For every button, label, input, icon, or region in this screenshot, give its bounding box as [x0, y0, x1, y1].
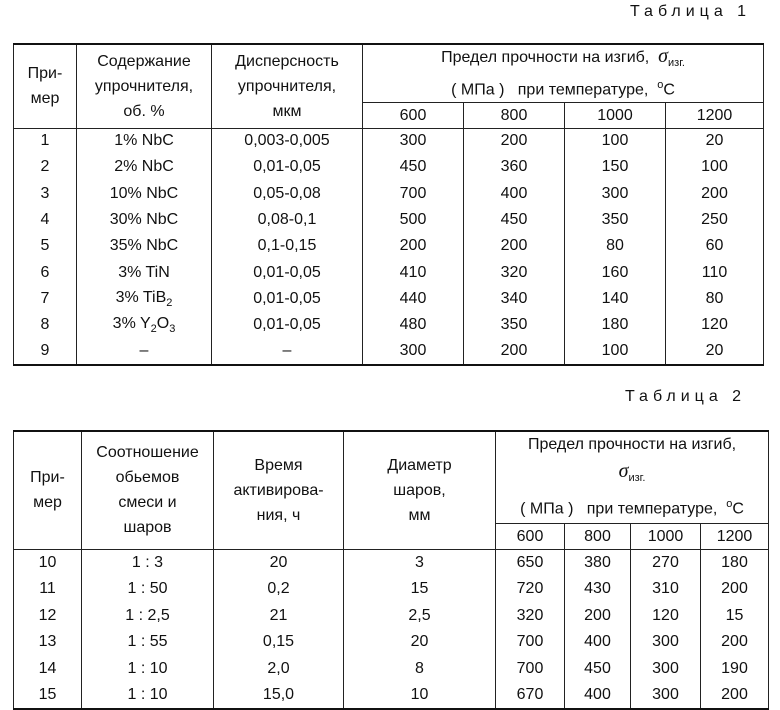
header-temp-1000: 1000 [565, 102, 666, 128]
cell-t600: 410 [363, 260, 464, 286]
cell-t1200: 20 [666, 128, 764, 154]
cell-t600: 670 [496, 682, 565, 709]
table-row [14, 655, 769, 682]
cell-t1200: 200 [666, 181, 764, 207]
cell-dispersity: 0,003-0,005 [212, 128, 363, 154]
cell-t1000: 270 [631, 549, 701, 576]
cell-time: 20 [214, 549, 344, 576]
table-row [14, 576, 769, 603]
cell-example: 13 [14, 629, 82, 656]
cell-t1200: 120 [666, 312, 764, 338]
cell-example: 4 [14, 207, 77, 233]
cell-t1200: 200 [701, 682, 769, 709]
cell-time: 0,2 [214, 576, 344, 603]
cell-t800: 400 [565, 629, 631, 656]
cell-dispersity: – [212, 338, 363, 364]
cell-t1200: 190 [701, 655, 769, 682]
cell-t1000: 310 [631, 576, 701, 603]
table2-caption: Таблица 2 [625, 388, 747, 405]
cell-content [77, 312, 212, 338]
cell-content: 1% NbC [77, 128, 212, 154]
formula-part: 2 [150, 323, 157, 336]
cell-t1000: 300 [631, 629, 701, 656]
table-row [14, 602, 769, 629]
cell-t1000: 160 [565, 260, 666, 286]
header-temp-600: 600 [496, 523, 565, 549]
cell-time: 2,0 [214, 655, 344, 682]
cell-t1200: 80 [666, 286, 764, 312]
cell-t1200: 250 [666, 207, 764, 233]
cell-t1200: 110 [666, 260, 764, 286]
cell-t600: 650 [496, 549, 565, 576]
cell-diameter: 2,5 [344, 602, 496, 629]
cell-t1200: 60 [666, 233, 764, 259]
header-strength: Предел прочности на изгиб, $\sigma_{изг.}$ ( МПа ) при температуре, $^o$C [496, 431, 769, 523]
cell-t800: 360 [464, 154, 565, 180]
cell-time: 15,0 [214, 682, 344, 709]
cell-t600: 300 [363, 128, 464, 154]
cell-example: 3 [14, 181, 77, 207]
cell-t800: 340 [464, 286, 565, 312]
cell-t800: 200 [464, 128, 565, 154]
cell-ratio: 1 : 10 [82, 655, 214, 682]
cell-content: 2% NbC [77, 154, 212, 180]
cell-dispersity: 0,01-0,05 [212, 154, 363, 180]
cell-t800: 200 [464, 233, 565, 259]
cell-t600: 440 [363, 286, 464, 312]
cell-dispersity: 0,08-0,1 [212, 207, 363, 233]
table1-caption: Таблица 1 [630, 3, 752, 20]
cell-t800: 430 [565, 576, 631, 603]
cell-t1200: 15 [701, 602, 769, 629]
header-temp-1000: 1000 [631, 523, 701, 549]
cell-t1000: 300 [631, 655, 701, 682]
cell-t800: 400 [565, 682, 631, 709]
cell-dispersity: 0,01-0,05 [212, 260, 363, 286]
header-ratio: Соотношение обьемов смеси и шаров [82, 431, 214, 549]
table-row [14, 682, 769, 709]
header-temp-1200: 1200 [666, 102, 764, 128]
cell-content [77, 286, 212, 312]
cell-t1000: 140 [565, 286, 666, 312]
cell-t600: 700 [496, 629, 565, 656]
table-row [14, 338, 764, 364]
cell-content: 35% NbC [77, 233, 212, 259]
formula-part: O [156, 315, 170, 333]
cell-time: 0,15 [214, 629, 344, 656]
cell-dispersity: 0,01-0,05 [212, 312, 363, 338]
cell-content: 3% TiN [77, 260, 212, 286]
cell-example: 6 [14, 260, 77, 286]
cell-example: 1 [14, 128, 77, 154]
cell-t600: 450 [363, 154, 464, 180]
cell-example: 12 [14, 602, 82, 629]
header-example: При- мер [14, 44, 77, 128]
cell-diameter: 10 [344, 682, 496, 709]
cell-diameter: 8 [344, 655, 496, 682]
table2 [13, 430, 769, 710]
table1 [13, 43, 764, 366]
cell-content: 10% NbC [77, 181, 212, 207]
header-time: Время активирова- ния, ч [214, 431, 344, 549]
cell-example: 8 [14, 312, 77, 338]
cell-diameter: 20 [344, 629, 496, 656]
cell-t1000: 150 [565, 154, 666, 180]
cell-t1000: 300 [565, 181, 666, 207]
cell-example: 14 [14, 655, 82, 682]
formula-part: 3% Y [112, 315, 151, 333]
cell-example: 2 [14, 154, 77, 180]
cell-ratio: 1 : 50 [82, 576, 214, 603]
cell-t800: 320 [464, 260, 565, 286]
cell-t1000: 80 [565, 233, 666, 259]
cell-t600: 200 [363, 233, 464, 259]
header-strength: Предел прочности на изгиб, $\sigma_{изг.}$ ( МПа ) при температуре, $^o$C [363, 44, 764, 102]
cell-t1200: 180 [701, 549, 769, 576]
cell-example: 7 [14, 286, 77, 312]
header-temp-800: 800 [464, 102, 565, 128]
header-diameter: Диаметр шаров, мм [344, 431, 496, 549]
cell-content: – [77, 338, 212, 364]
cell-example: 5 [14, 233, 77, 259]
cell-t600: 480 [363, 312, 464, 338]
formula-part: 3% TiB [115, 288, 167, 306]
table-row [14, 312, 764, 338]
table-row [14, 286, 764, 312]
header-content: Содержание упрочнителя, об. % [77, 44, 212, 128]
cell-t800: 380 [565, 549, 631, 576]
cell-t600: 700 [496, 655, 565, 682]
table-row [14, 154, 764, 180]
cell-diameter: 15 [344, 576, 496, 603]
cell-ratio: 1 : 2,5 [82, 602, 214, 629]
cell-t800: 450 [464, 207, 565, 233]
cell-dispersity: 0,1-0,15 [212, 233, 363, 259]
header-example: При- мер [14, 431, 82, 549]
cell-time: 21 [214, 602, 344, 629]
cell-t800: 400 [464, 181, 565, 207]
header-temp-600: 600 [363, 102, 464, 128]
formula-part: 3 [169, 323, 176, 336]
cell-t1200: 20 [666, 338, 764, 364]
cell-t600: 700 [363, 181, 464, 207]
cell-t600: 320 [496, 602, 565, 629]
cell-example: 15 [14, 682, 82, 709]
table-row [14, 233, 764, 259]
cell-t800: 200 [565, 602, 631, 629]
header-temp-800: 800 [565, 523, 631, 549]
cell-t1000: 350 [565, 207, 666, 233]
cell-content: 30% NbC [77, 207, 212, 233]
cell-t800: 350 [464, 312, 565, 338]
cell-dispersity: 0,05-0,08 [212, 181, 363, 207]
header-temp-1200: 1200 [701, 523, 769, 549]
table-row [14, 181, 764, 207]
formula-part: 2 [166, 297, 173, 310]
header-dispersity: Дисперсность упрочнителя, мкм [212, 44, 363, 128]
table-row [14, 549, 769, 576]
cell-diameter: 3 [344, 549, 496, 576]
cell-example: 9 [14, 338, 77, 364]
table-row [14, 629, 769, 656]
cell-example: 10 [14, 549, 82, 576]
cell-t800: 450 [565, 655, 631, 682]
cell-t1200: 100 [666, 154, 764, 180]
cell-t1000: 100 [565, 338, 666, 364]
cell-t600: 720 [496, 576, 565, 603]
cell-ratio: 1 : 55 [82, 629, 214, 656]
cell-ratio: 1 : 10 [82, 682, 214, 709]
table-row [14, 207, 764, 233]
cell-ratio: 1 : 3 [82, 549, 214, 576]
cell-t1000: 300 [631, 682, 701, 709]
cell-t1200: 200 [701, 576, 769, 603]
cell-t600: 300 [363, 338, 464, 364]
cell-t1000: 120 [631, 602, 701, 629]
cell-t1200: 200 [701, 629, 769, 656]
cell-t600: 500 [363, 207, 464, 233]
cell-t1000: 180 [565, 312, 666, 338]
cell-t1000: 100 [565, 128, 666, 154]
cell-example: 11 [14, 576, 82, 603]
cell-t800: 200 [464, 338, 565, 364]
table-row [14, 128, 764, 154]
cell-dispersity: 0,01-0,05 [212, 286, 363, 312]
table-row [14, 260, 764, 286]
